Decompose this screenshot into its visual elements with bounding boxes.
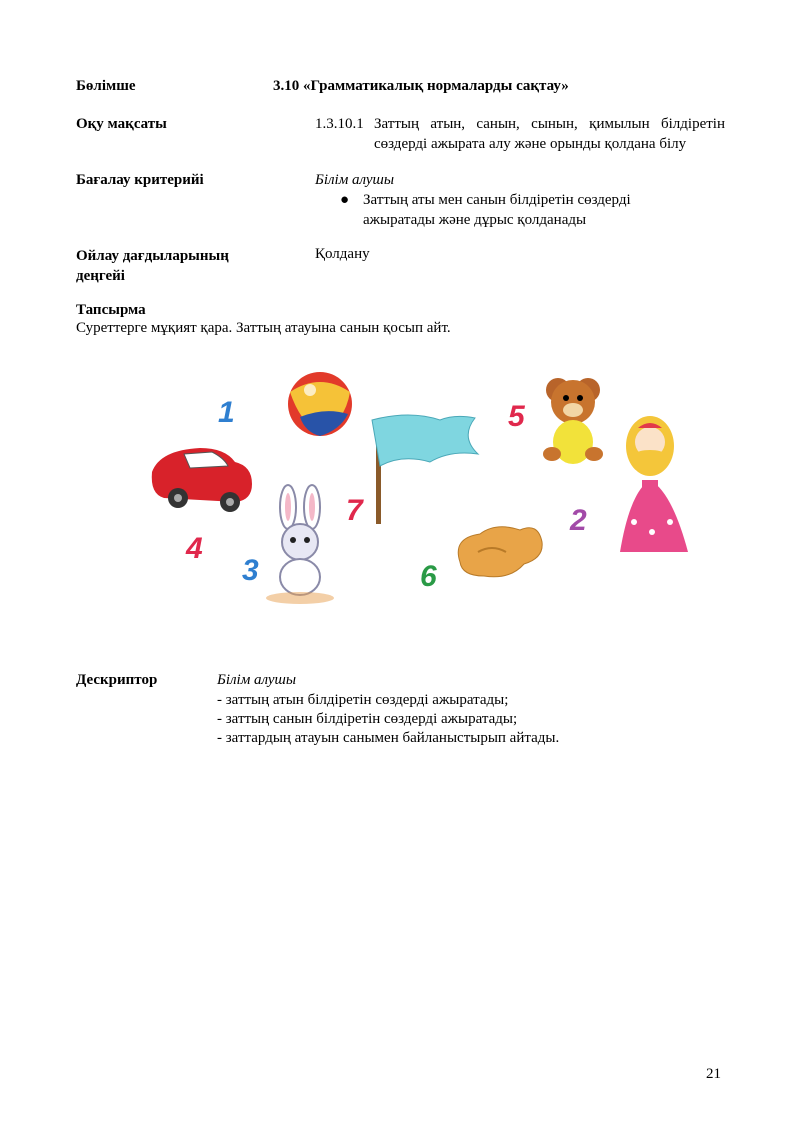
number-6: 6 xyxy=(420,560,437,593)
criteria-bullet-line2: ажыратады және дұрыс қолданады xyxy=(363,212,587,228)
objective-code: 1.3.10.1 xyxy=(315,116,364,132)
objective-label: Оқу мақсаты xyxy=(76,116,167,132)
number-5: 5 xyxy=(508,400,525,433)
teddy-bear-icon xyxy=(543,378,603,464)
number-2: 2 xyxy=(570,504,587,537)
toys-drawing xyxy=(140,362,700,612)
section-label: Бөлімше xyxy=(76,78,136,94)
bullet-icon: ● xyxy=(340,192,350,208)
number-7: 7 xyxy=(346,494,363,527)
number-3: 3 xyxy=(242,554,259,587)
objective-text-line2: сөздерді ажырата алу және орынды қолдана білу xyxy=(374,136,687,152)
ball-icon xyxy=(288,372,352,436)
thinking-label-line1: Ойлау дағдыларының xyxy=(76,248,229,264)
thinking-value: Қолдану xyxy=(315,246,370,262)
toys-illustration xyxy=(140,362,700,612)
descriptor-label: Дескриптор xyxy=(76,672,158,688)
descriptor-item-3: - заттардың атауын санымен байланыстырып айтады. xyxy=(217,730,560,746)
doll-icon xyxy=(620,416,688,552)
thinking-label-line2: деңгейі xyxy=(76,268,125,284)
task-title: Тапсырма xyxy=(76,302,146,318)
criteria-label: Бағалау критерийі xyxy=(76,172,204,188)
descriptor-item-2: - заттың санын білдіретін сөздерді ажыратады; xyxy=(217,711,518,727)
task-instruction: Суреттерге мұқият қара. Заттың атауына санын қосып айт. xyxy=(76,320,451,336)
criteria-bullet-line1: Заттың аты мен санын білдіретін сөздерді xyxy=(363,192,631,208)
descriptor-item-1: - заттың атын білдіретін сөздерді ажыратады; xyxy=(217,692,509,708)
car-icon xyxy=(152,448,252,512)
number-4: 4 xyxy=(186,532,203,565)
flag-icon xyxy=(372,415,478,524)
section-value: 3.10 «Грамматикалық нормаларды сақтау» xyxy=(273,78,569,94)
bunny-icon xyxy=(266,485,334,604)
bread-icon xyxy=(458,527,542,577)
number-1: 1 xyxy=(218,396,235,429)
page-number: 21 xyxy=(706,1066,721,1082)
objective-text-line1: Заттың атын, санын, сынын, қимылын білдіретін xyxy=(374,116,725,132)
descriptor-learner: Білім алушы xyxy=(217,672,297,688)
criteria-learner: Білім алушы xyxy=(315,172,395,188)
